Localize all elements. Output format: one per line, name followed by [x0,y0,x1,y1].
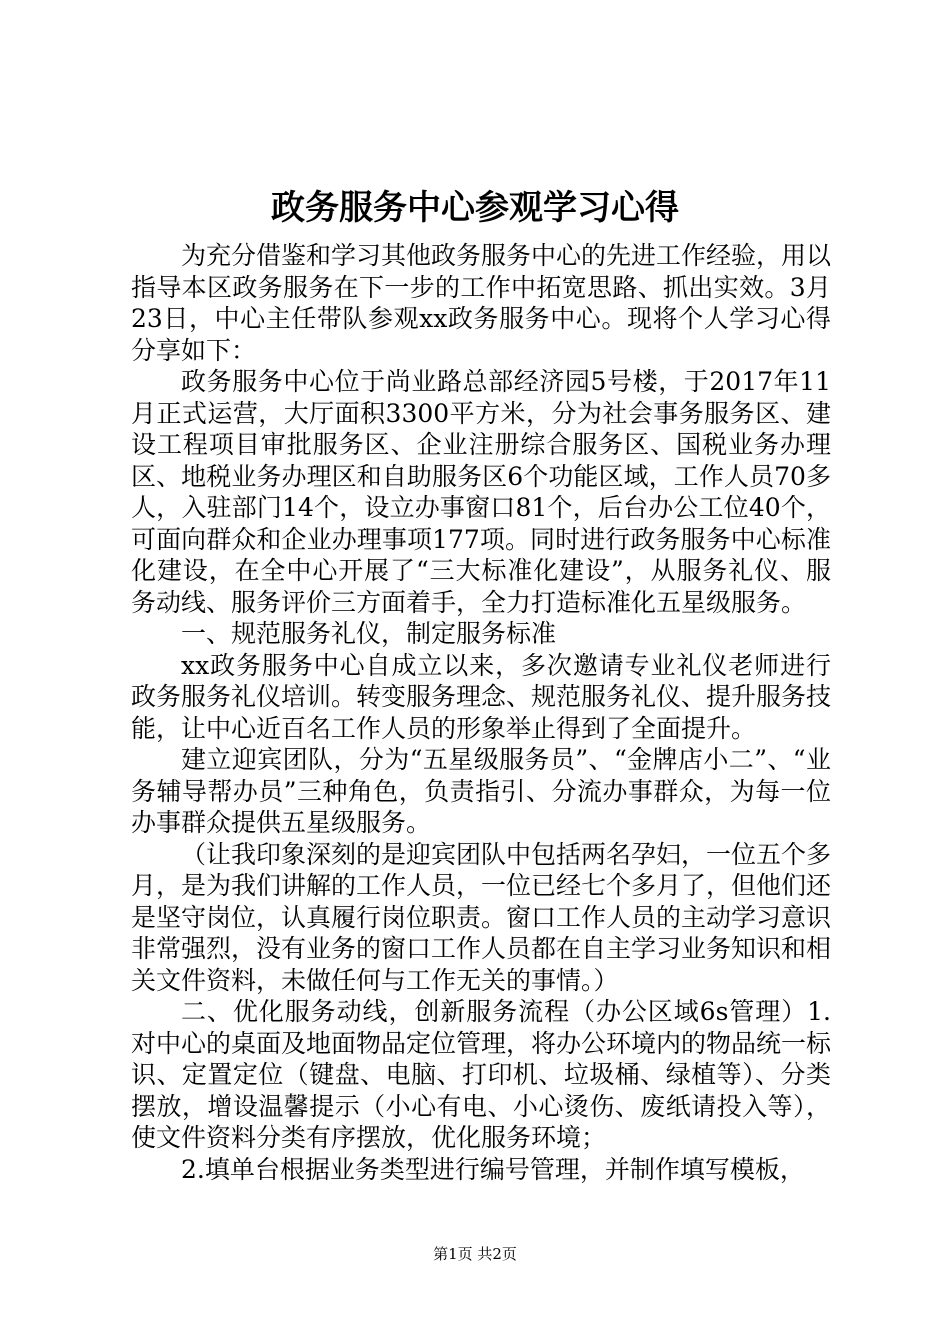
document-body [131,240,831,1185]
paragraph-impression: （让我印象深刻的是迎宾团队中包括两名孕妇，一位五个多月，是为我们讲解的工作人员，一位已经七个多月了，但他们还是坚守岗位，认真履行岗位职责。窗口工作人员的主动学习意识非常强烈，没有业务的窗口工作人员都在自主学习业务知识和相关文件资料，未做任何与工作无关的事情。） [131,839,832,995]
paragraph-service-flow: 二、优化服务动线，创新服务流程（办公区域6s管理）1.对中心的桌面及地面物品定位管理，将办公环境内的物品统一标识、定置定位（键盘、电脑、打印机、垃圾桶、绿植等）、分类摆放，增设温馨提示（小心有电、小心烫伤、废纸请投入等），使文件资料分类有序摆放，优化服务环境； [131,997,832,1152]
document-title: 政务服务中心参观学习心得 [271,188,679,228]
section-heading-etiquette: 一、规范服务礼仪，制定服务标准 [181,619,557,648]
paragraph-welcome-team: 建立迎宾团队，分为“五星级服务员”、“金牌店小二”、“业务辅导帮办员”三种角色，负责指引、分流办事群众，为每一位办事群众提供五星级服务。 [131,745,831,837]
paragraph-etiquette-training: xx政务服务中心自成立以来，多次邀请专业礼仪老师进行政务服务礼仪培训。转变服务理念、规范服务礼仪、提升服务技能，让中心近百名工作人员的形象举止得到了全面提升。 [131,650,832,743]
paragraph-form-desk: 2.填单台根据业务类型进行编号管理，并制作填写模板， [181,1154,805,1184]
paragraph-center-overview: 政务服务中心位于尚业路总部经济园5号楼，于2017年11月正式运营，大厅面积3300平方米，分为社会事务服务区、建设工程项目审批服务区、企业注册综合服务区、国税业务办理区、地税业务办理区和自助服务区6个功能区域，工作人员70多人，入驻部门14个，设立办事窗口81个，后台办公工位40个，可面向群众和企业办理事项177项。同时进行政务服务中心标准化建设，在全中心开展了“三大标准化建设”，从服务礼仪、服务动线、服务评价三方面着手，全力打造标准化五星级服务。 [131,367,831,617]
page-footer: 第1页 共2页 [433,1245,517,1263]
paragraph-intro: 为充分借鉴和学习其他政务服务中心的先进工作经验，用以指导本区政务服务在下一步的工作中拓宽思路、抓出实效。3月23日，中心主任带队参观xx政务服务中心。现将个人学习心得分享如下： [131,241,832,365]
